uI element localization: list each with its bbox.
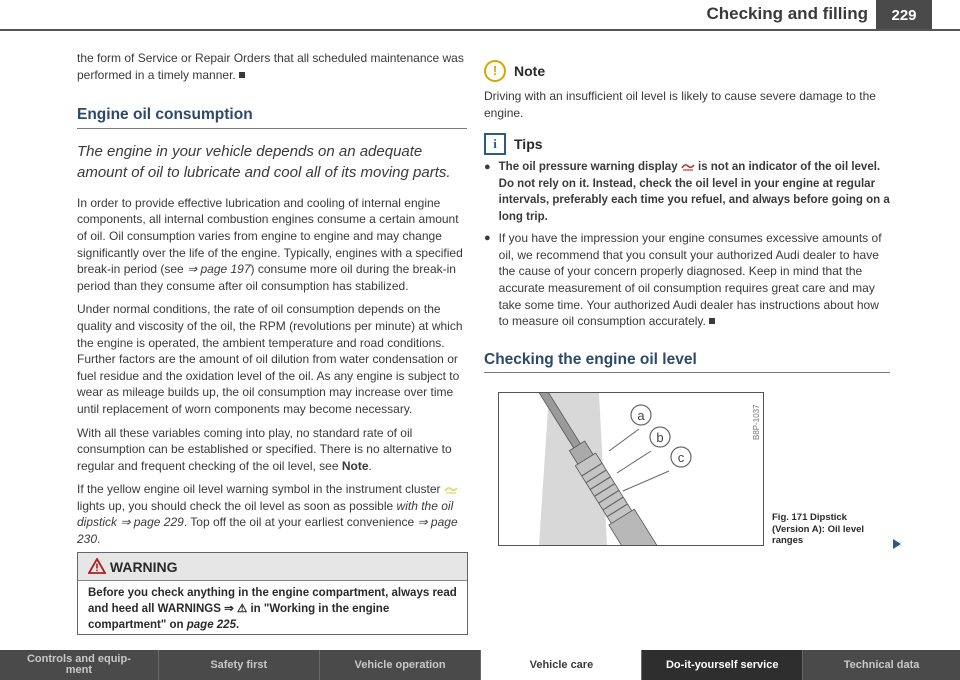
tips-bullet-2: ● If you have the impression your engine consumes excessive amounts of oil, we recommend that you consult your authorized Audi dealer to have the cause of your concern properly diagnosed. Keep in mind that the accurate measurement of oil consumption requires great care and may take some time. Your authorized Audi dealer has instructions about how to measure oil consumption accurately. <box>484 231 882 329</box>
paragraph-3: With all these variables coming into play, no standard rate of oil consumption can be established or specified. There is no alternative to regular and frequent checking of the oil level, see Note. <box>77 425 452 473</box>
page-197-link[interactable]: ⇒ page 197 <box>187 262 251 277</box>
header-rule <box>0 29 960 31</box>
tips-header: i Tips <box>484 133 890 155</box>
dipstick-illustration <box>499 393 763 545</box>
paragraph-1: In order to provide effective lubrication and cooling of internal engine components, all internal combustion engines consume a certain amount of oil. Oil consumption varies from engine to engine and may change significantly over the life of the engine. Typically, engines with a specified break-in period (see ⇒ page 197) consume more oil during the break-in period than they consume after oil consumption has stabilized. <box>77 195 463 293</box>
page-225-link[interactable]: page 225 <box>186 619 236 631</box>
nav-tab-vehicle-operation[interactable]: Vehicle operation <box>320 650 482 680</box>
figure-label-b: b <box>656 430 664 445</box>
left-column <box>77 50 467 555</box>
note-link[interactable]: Note <box>341 458 369 473</box>
oil-level-warning-icon <box>444 485 458 494</box>
note-header: ! Note <box>484 60 890 82</box>
dipstick-figure <box>498 392 764 546</box>
tips-bullet-1: ● The oil pressure warning display is not an indicator of the oil level. Do not rely on it. Instead, check the oil level in your engine at regular intervals, preferably each time you refuel, and always before going on a long trip. <box>484 159 890 225</box>
lead-text: The engine in your vehicle depends on an adequate amount of oil to lubricate and cool all of its moving parts. <box>77 142 451 181</box>
end-of-section-icon <box>709 318 715 324</box>
paragraph-4: If the yellow engine oil level warning symbol in the instrument cluster lights up, you should check the oil level as soon as possible with the oil dipstick ⇒ page 229. Top off the oil at your earliest convenience ⇒ page 230. <box>77 482 458 547</box>
warning-header <box>78 553 467 581</box>
info-icon: i <box>484 133 506 155</box>
page-number: 229 <box>876 0 932 29</box>
figure-code: B8P-1037 <box>752 404 761 440</box>
warning-box <box>77 552 468 635</box>
nav-tab-diy-service[interactable]: Do-it-yourself service <box>642 650 803 680</box>
page-header-title: Checking and filling <box>706 4 868 23</box>
paragraph-2: Under normal conditions, the rate of oil consumption depends on the quality and viscosity of the oil, the RPM (revolutions per minute) at which the engine is operated, the ambient temperature and road conditions. Further factors are the amount of oil dilution from water condensation or fuel residue and the oxidation level of the oil. As any engine is subject to wear as mileage builds up, the oil consumption may increase over time until replacement of worn components may become necessary. <box>77 302 463 416</box>
right-column <box>484 60 890 373</box>
page-229-link[interactable]: ⇒ page 229 <box>120 515 184 530</box>
figure-label-c: c <box>677 450 685 465</box>
page-230-link[interactable]: ⇒ page 230 <box>77 515 458 547</box>
warning-text: Before you check anything in the engine compartment, always read and heed all WARNINGS ⇒ ⚠ in "Working in the engine compartment" on page 225. <box>88 587 457 631</box>
caution-circle-icon: ! <box>484 60 506 82</box>
figure-caption: Fig. 171 Dipstick (Version A): Oil level ranges <box>772 512 865 546</box>
chapter-nav-bar <box>0 650 960 680</box>
warning-triangle-icon <box>88 558 106 574</box>
bullet-icon: ● <box>484 161 491 174</box>
oil-pressure-warning-icon <box>681 162 695 171</box>
figure-label-a: a <box>637 408 645 423</box>
nav-tab-controls[interactable]: Controls and equip- ment <box>0 650 159 680</box>
heading-engine-oil-consumption: Engine oil consumption <box>77 107 467 129</box>
intro-paragraph: the form of Service or Repair Orders that all scheduled maintenance was performed in a timely manner. <box>77 51 464 82</box>
nav-tab-technical-data[interactable]: Technical data <box>843 658 920 671</box>
note-text: Driving with an insufficient oil level is likely to cause severe damage to the engine. <box>484 89 876 120</box>
heading-checking-oil-level: Checking the engine oil level <box>484 352 890 374</box>
nav-tab-vehicle-care[interactable]: Vehicle care <box>481 650 642 680</box>
nav-tab-safety-first[interactable]: Safety first <box>159 650 320 680</box>
bullet-icon: ● <box>484 232 491 245</box>
warning-title: WARNING <box>109 559 178 575</box>
end-of-section-icon <box>239 72 245 78</box>
continue-arrow-icon[interactable] <box>893 539 901 549</box>
